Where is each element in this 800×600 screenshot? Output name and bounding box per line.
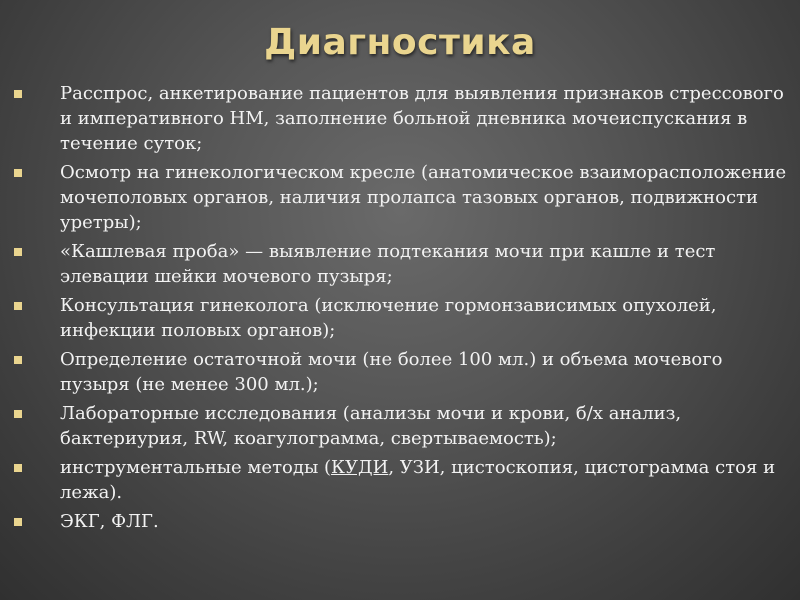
bullet-text-after: , УЗИ, цистоскопия, цистограмма стоя и лежа). [60, 457, 776, 503]
bullet-item [0, 347, 800, 397]
square-bullet-icon [14, 302, 22, 310]
square-bullet-icon [14, 90, 22, 98]
bullet-text: Консультация гинеколога (исключение гормонзависимых опухолей, инфекции половых органов); [60, 295, 717, 341]
square-bullet-icon [14, 169, 22, 177]
square-bullet-icon [14, 248, 22, 256]
bullet-text: Лабораторные исследования (анализы мочи и крови, б/х анализ, бактериурия, RW, коагулограмма, свертываемость); [60, 403, 682, 449]
bullet-text: Расспрос, анкетирование пациентов для выявления признаков стрессового и императивного НМ, заполнение больной дневника мочеиспускания в течение суток; [60, 83, 784, 154]
bullet-item [0, 509, 800, 534]
bullet-item [0, 239, 800, 289]
square-bullet-icon [14, 464, 22, 472]
bullet-text: Определение остаточной мочи (не более 100 мл.) и объема мочевого пузыря (не менее 300 мл.); [60, 349, 723, 395]
bullet-text: Осмотр на гинекологическом кресле (анатомическое взаиморасположение мочеполовых органов, наличия пролапса тазовых органов, подвижности уретры); [60, 162, 787, 233]
bullet-list [0, 81, 800, 538]
bullet-item [0, 160, 800, 235]
bullet-item [0, 401, 800, 451]
bullet-text: ЭКГ, ФЛГ. [60, 511, 159, 532]
bullet-text: «Кашлевая проба» — выявление подтекания мочи при кашле и тест элевации шейки мочевого пузыря; [60, 241, 716, 287]
bullet-item [0, 293, 800, 343]
square-bullet-icon [14, 410, 22, 418]
slide-title: Диагностика [264, 22, 536, 63]
kudi-link[interactable]: КУДИ [331, 457, 389, 478]
square-bullet-icon [14, 356, 22, 364]
square-bullet-icon [14, 518, 22, 526]
bullet-text-before: инструментальные методы ( [60, 457, 332, 478]
bullet-item [0, 81, 800, 156]
bullet-item [0, 455, 800, 505]
